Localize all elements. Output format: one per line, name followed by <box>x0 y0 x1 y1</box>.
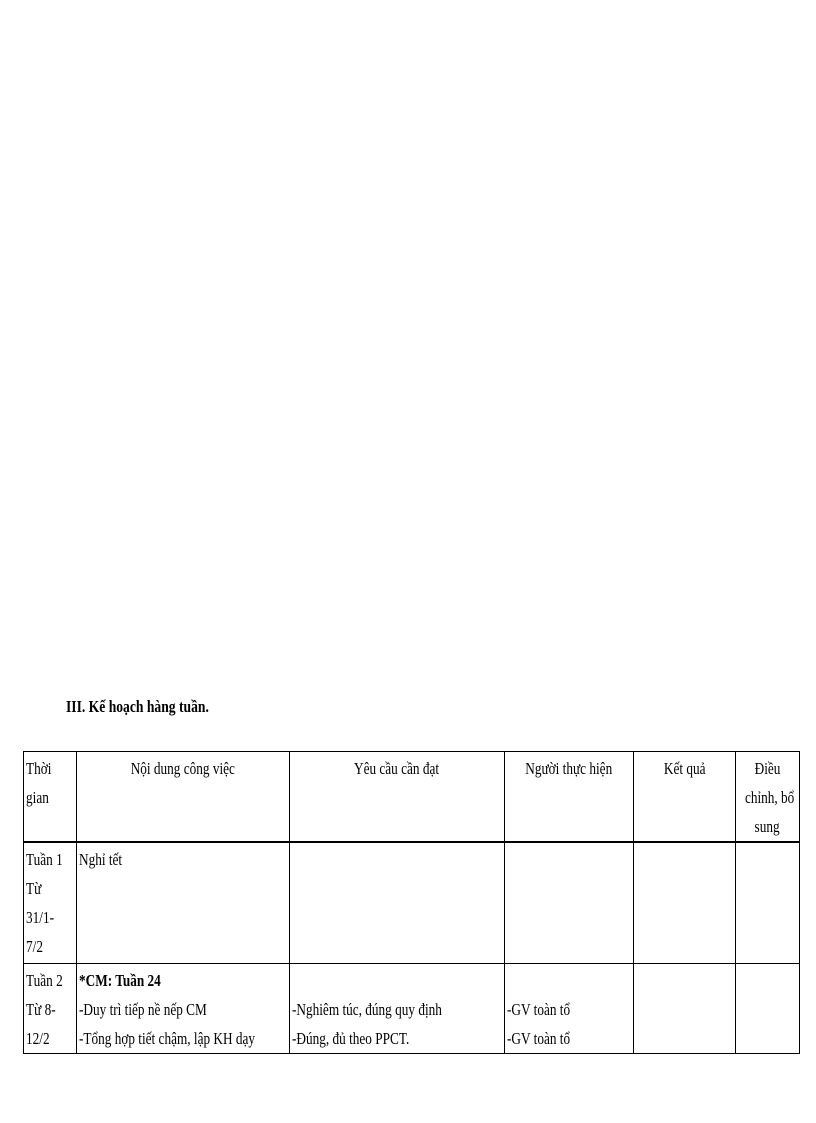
header-requirement: Yêu cầu cần đạt <box>290 752 505 843</box>
row2-adjust <box>736 964 800 1054</box>
header-time-line1: Thời <box>26 759 52 778</box>
weekly-plan-table <box>23 751 800 1054</box>
row1-content: Nghỉ tết <box>77 842 290 964</box>
row2-content-title: *CM: Tuần 24 <box>79 971 161 990</box>
table-row <box>24 964 800 1054</box>
row2-result <box>634 964 736 1054</box>
row2-content: *CM: Tuần 24 -Duy trì tiếp nề nếp CM -Tổng hợp tiết chậm, lập KH dạy <box>77 964 290 1054</box>
header-result: Kết quả <box>634 752 736 843</box>
section-heading: III. Kế hoạch hàng tuần. <box>66 697 209 716</box>
row1-performer <box>505 842 634 964</box>
header-time <box>24 752 77 843</box>
table-header-row <box>24 752 800 843</box>
header-performer: Người thực hiện <box>505 752 634 843</box>
row2-performer: -GV toàn tổ -GV toàn tổ <box>505 964 634 1054</box>
header-time-line2: gian <box>26 788 49 807</box>
row1-result <box>634 842 736 964</box>
row2-requirement: -Nghiêm túc, đúng quy định -Đúng, đủ theo PPCT. <box>290 964 505 1054</box>
table-row <box>24 842 800 964</box>
row1-time: Tuần 1 Từ 31/1- 7/2 <box>24 842 77 964</box>
header-content: Nội dung công việc <box>77 752 290 843</box>
row2-time: Tuần 2 Từ 8- 12/2 <box>24 964 77 1054</box>
header-adjust: Điều chỉnh, bổ sung <box>736 752 800 843</box>
row1-adjust <box>736 842 800 964</box>
row1-requirement <box>290 842 505 964</box>
